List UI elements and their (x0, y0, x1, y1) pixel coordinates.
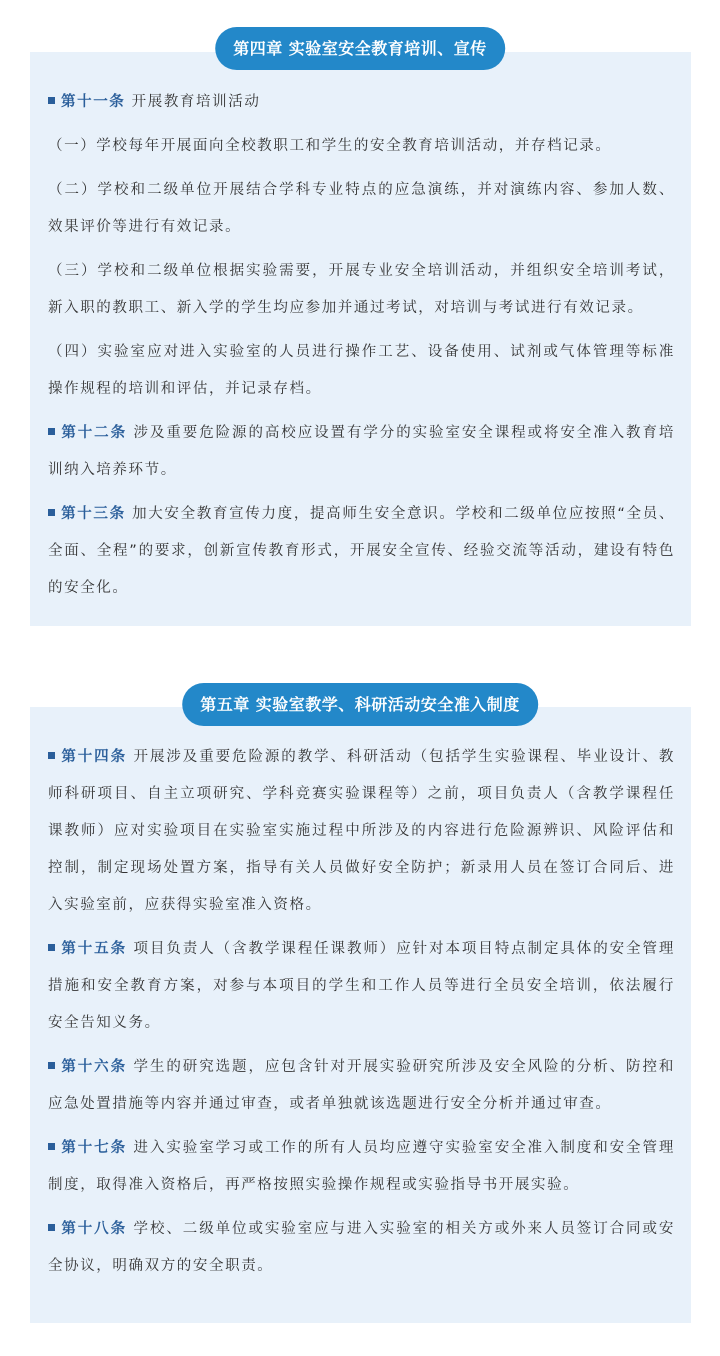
article-paragraph (48, 128, 675, 165)
chapter5-content (48, 739, 675, 1292)
chapter4-title: 第四章 实验室安全教育培训、宣传 (215, 27, 505, 70)
article-number: 第十六条 (61, 1059, 127, 1075)
article-text: 学校、二级单位或实验室应与进入实验室的相关方或外来人员签订合同或安全协议，明确双方的安全职责。 (48, 1221, 675, 1274)
article-paragraph (48, 84, 675, 121)
article-text: （四）实验室应对进入实验室的人员进行操作工艺、设备使用、试剂或气体管理等标准操作规程的培训和评估，并记录存档。 (48, 344, 675, 397)
article-paragraph (48, 172, 675, 246)
article-paragraph (48, 1130, 675, 1204)
bullet-icon (48, 428, 55, 435)
article-paragraph (48, 415, 675, 489)
article-paragraph (48, 739, 675, 924)
bullet-icon (48, 1062, 55, 1069)
article-paragraph (48, 334, 675, 408)
bullet-icon (48, 1224, 55, 1231)
article-number: 第十八条 (61, 1221, 127, 1237)
article-text: （三）学校和二级单位根据实验需要，开展专业安全培训活动，并组织安全培训考试，新入职的教职工、新入学的学生均应参加并通过考试，对培训与考试进行有效记录。 (48, 263, 675, 316)
article-text: （二）学校和二级单位开展结合学科专业特点的应急演练，并对演练内容、参加人数、效果评价等进行有效记录。 (48, 182, 675, 235)
bullet-icon (48, 944, 55, 951)
article-number: 第十三条 (61, 506, 126, 522)
chapter5-title: 第五章 实验室教学、科研活动安全准入制度 (182, 683, 538, 726)
chapter4-panel (30, 52, 691, 626)
article-number: 第十一条 (61, 94, 126, 110)
article-number: 第十四条 (61, 749, 127, 765)
article-text: 项目负责人（含教学课程任课教师）应针对本项目特点制定具体的安全管理措施和安全教育方案，对参与本项目的学生和工作人员等进行全员安全培训，依法履行安全告知义务。 (48, 941, 675, 1031)
bullet-icon (48, 1143, 55, 1150)
article-paragraph (48, 496, 675, 607)
bullet-icon (48, 509, 55, 516)
article-paragraph (48, 1049, 675, 1123)
article-number: 第十七条 (61, 1140, 127, 1156)
article-text: 涉及重要危险源的高校应设置有学分的实验室安全课程或将安全准入教育培训纳入培养环节。 (48, 425, 675, 478)
chapter4-content (48, 84, 675, 614)
article-number: 第十五条 (61, 941, 127, 957)
article-text: （一）学校每年开展面向全校教职工和学生的安全教育培训活动，并存档记录。 (48, 138, 612, 154)
bullet-icon (48, 97, 55, 104)
article-paragraph (48, 253, 675, 327)
article-text: 学生的研究选题，应包含针对开展实验研究所涉及安全风险的分析、防控和应急处置措施等内容并通过审查，或者单独就该选题进行安全分析并通过审查。 (48, 1059, 675, 1112)
article-text: 开展教育培训活动 (125, 94, 261, 110)
article-text: 加大安全教育宣传力度，提高师生安全意识。学校和二级单位应按照“全员、全面、全程”的要求，创新宣传教育形式，开展安全宣传、经验交流等活动，建设有特色的安全化。 (48, 506, 675, 596)
chapter5-panel (30, 707, 691, 1323)
article-number: 第十二条 (61, 425, 127, 441)
bullet-icon (48, 752, 55, 759)
article-paragraph (48, 1211, 675, 1285)
article-text: 开展涉及重要危险源的教学、科研活动（包括学生实验课程、毕业设计、教师科研项目、自主立项研究、学科竞赛实验课程等）之前，项目负责人（含教学课程任课教师）应对实验项目在实验室实施过程中所涉及的内容进行危险源辨识、风险评估和控制，制定现场处置方案，指导有关人员做好安全防护；新录用人员在签订合同后、进入实验室前，应获得实验室准入资格。 (48, 749, 675, 913)
article-paragraph (48, 931, 675, 1042)
article-text: 进入实验室学习或工作的所有人员均应遵守实验室安全准入制度和安全管理制度，取得准入资格后，再严格按照实验操作规程或实验指导书开展实验。 (48, 1140, 675, 1193)
